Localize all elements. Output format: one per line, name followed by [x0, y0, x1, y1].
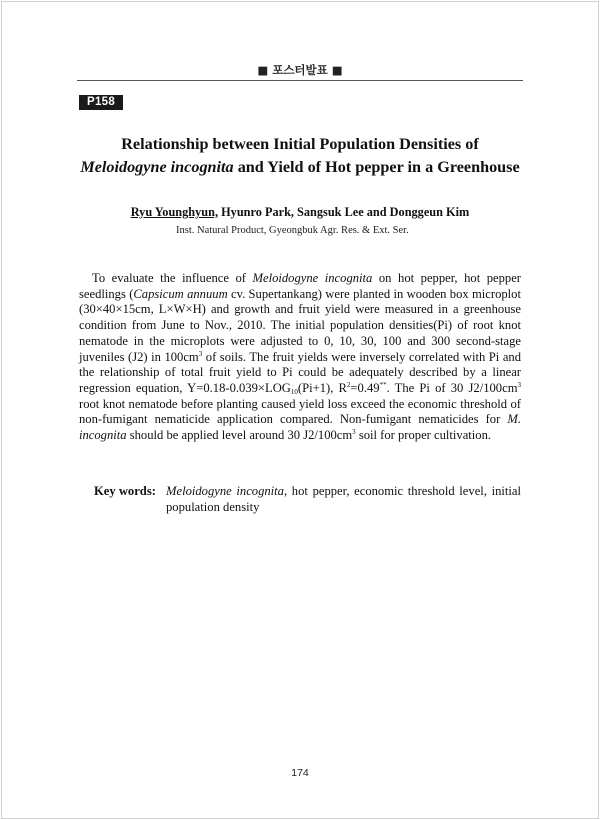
abstract-superscript: 3 — [198, 349, 203, 358]
title-line-1: Relationship between Initial Population Densities of — [121, 135, 479, 153]
header-rule — [77, 80, 523, 81]
abstract-text: should be applied level around 30 J2/100cm — [126, 428, 353, 443]
keywords-label: Key words: — [94, 484, 156, 498]
abstract-superscript: 3 — [352, 428, 356, 437]
abstract-italic: Meloidogyne incognita — [252, 271, 373, 285]
keywords-block — [94, 483, 521, 515]
abstract-text: root knot nematode before planting caused yield loss exceed the economic threshold of non-fumigant nematicide application compared. Non-fumigant nematicides for — [79, 396, 521, 427]
keyword-rest: hot pepper, economic threshold level, initial population density — [166, 484, 521, 514]
title-line-2: and Yield of Hot pepper in a Greenhouse — [233, 158, 520, 176]
abstract-text: To evaluate the influence of — [92, 271, 253, 285]
abstract-superscript: 3 — [517, 380, 521, 389]
title-species: Meloidogyne incognita — [80, 158, 234, 176]
keywords-list — [166, 483, 521, 515]
paper-title — [0, 133, 600, 179]
abstract-superscript: ** — [379, 380, 387, 389]
abstract-text: (Pi+1), R — [297, 380, 347, 395]
page-number: 174 — [291, 767, 309, 779]
abstract-text: soil for proper cultivation. — [355, 428, 492, 443]
abstract-text: =0.49 — [350, 380, 380, 395]
co-authors: Hyunro Park, Sangsuk Lee and Donggeun Kim — [218, 205, 470, 219]
abstract-body — [79, 271, 521, 444]
abstract-subscript: 10 — [290, 387, 298, 396]
poster-number-badge: P158 — [79, 95, 123, 110]
author-list — [0, 205, 600, 220]
abstract-italic: M. incognita — [79, 412, 521, 443]
abstract-italic: Capsicum annuum — [133, 286, 228, 301]
abstract-text: . The Pi of 30 J2/100cm — [386, 380, 518, 395]
presenting-author: Ryu Younghyun, — [130, 205, 219, 219]
abstract-superscript: 2 — [346, 380, 351, 389]
abstract-text: of soils. The fruit yields were inversely correlated with Pi and the relationship of total fruit yield to Pi could be adequately described by a linear regression equation, Y=0.18-0.039×LOG — [79, 349, 521, 395]
affiliation: Inst. Natural Product, Gyeongbuk Agr. Res. & Ext. Ser. — [176, 225, 409, 236]
abstract-text: cv. Supertankang) were planted in wooden box microplot (30×40×15cm, L×W×H) and growth and fruit yield were measured in a greenhouse condition from June to Nov., 2010. The initial population densities(Pi) of root knot nematode in the microplots were adjusted to 0, 10, 30, 100 and 300 second-stage juveniles (J2) in 100cm — [79, 286, 521, 364]
keyword-species: Meloidogyne incognita, — [166, 484, 288, 498]
section-header: ■ 포스터발표 ■ — [257, 63, 343, 77]
abstract-text: on hot pepper, hot pepper seedlings ( — [79, 271, 521, 301]
